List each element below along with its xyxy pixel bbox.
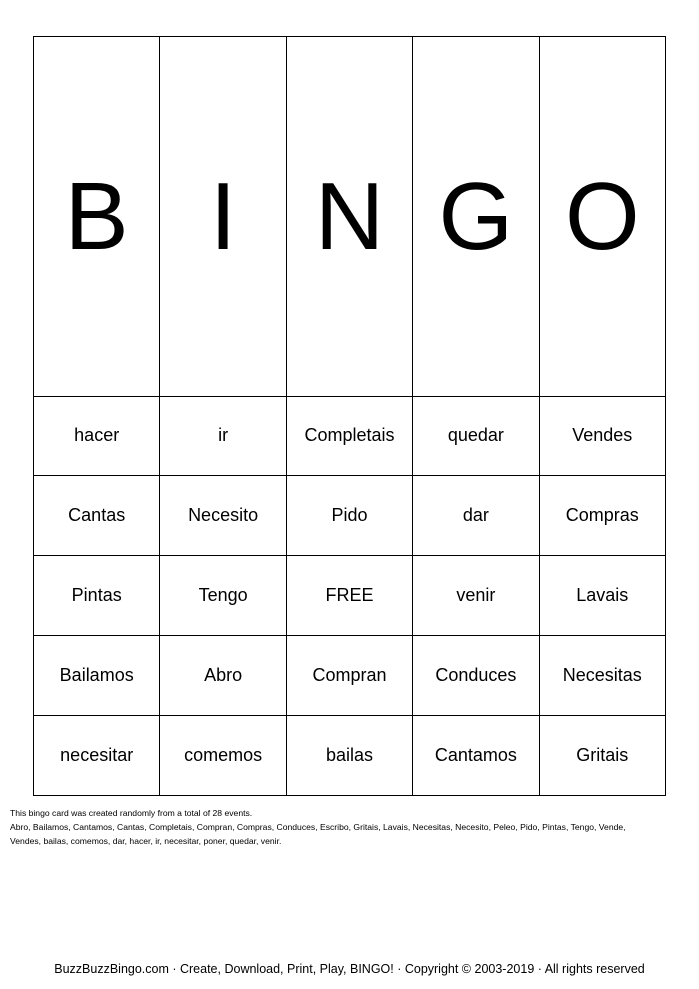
bingo-cell: necesitar: [34, 716, 160, 796]
header-letter-n: N: [286, 37, 412, 397]
bingo-cell: Compran: [286, 636, 412, 716]
bingo-cell: Completais: [286, 396, 412, 476]
card-info-word-list: Abro, Bailamos, Cantamos, Cantas, Completais, Compran, Compras, Conduces, Escribo, Gritais, Lavais, Necesitas, Necesito, Peleo, Pido, Pintas, Tengo, Vende,: [10, 822, 626, 832]
bingo-cell: Compras: [539, 476, 665, 556]
header-letter-o: O: [539, 37, 665, 397]
bingo-cell: comemos: [160, 716, 286, 796]
bingo-card: [33, 36, 666, 796]
bingo-free-cell: FREE: [286, 556, 412, 636]
card-info: [10, 806, 690, 848]
bingo-cell: Pintas: [34, 556, 160, 636]
bingo-cell: Tengo: [160, 556, 286, 636]
bingo-cell: Abro: [160, 636, 286, 716]
header-letter-g: G: [413, 37, 539, 397]
bingo-cell: Necesito: [160, 476, 286, 556]
bingo-cell: Bailamos: [34, 636, 160, 716]
bingo-cell: ir: [160, 396, 286, 476]
bingo-cell: Cantas: [34, 476, 160, 556]
bingo-row-4: [34, 636, 666, 716]
bingo-row-5: [34, 716, 666, 796]
page-footer: BuzzBuzzBingo.com · Create, Download, Print, Play, BINGO! · Copyright © 2003-2019 · All rights reserved: [54, 962, 645, 976]
bingo-cell: hacer: [34, 396, 160, 476]
bingo-row-3: [34, 556, 666, 636]
bingo-cell: Conduces: [413, 636, 539, 716]
bingo-row-2: [34, 476, 666, 556]
bingo-cell: Vendes: [539, 396, 665, 476]
bingo-cell: Cantamos: [413, 716, 539, 796]
bingo-cell: bailas: [286, 716, 412, 796]
bingo-cell: Necesitas: [539, 636, 665, 716]
bingo-cell: venir: [413, 556, 539, 636]
card-info-summary: This bingo card was created randomly from a total of 28 events.: [10, 808, 253, 818]
bingo-cell: quedar: [413, 396, 539, 476]
header-letter-b: B: [34, 37, 160, 397]
bingo-cell: Lavais: [539, 556, 665, 636]
bingo-row-1: [34, 396, 666, 476]
header-letter-i: I: [160, 37, 286, 397]
bingo-cell: Gritais: [539, 716, 665, 796]
bingo-header-row: [34, 37, 666, 397]
bingo-cell: Pido: [286, 476, 412, 556]
card-info-word-list-continued: Vendes, bailas, comemos, dar, hacer, ir, necesitar, poner, quedar, venir.: [10, 836, 282, 846]
bingo-cell: dar: [413, 476, 539, 556]
